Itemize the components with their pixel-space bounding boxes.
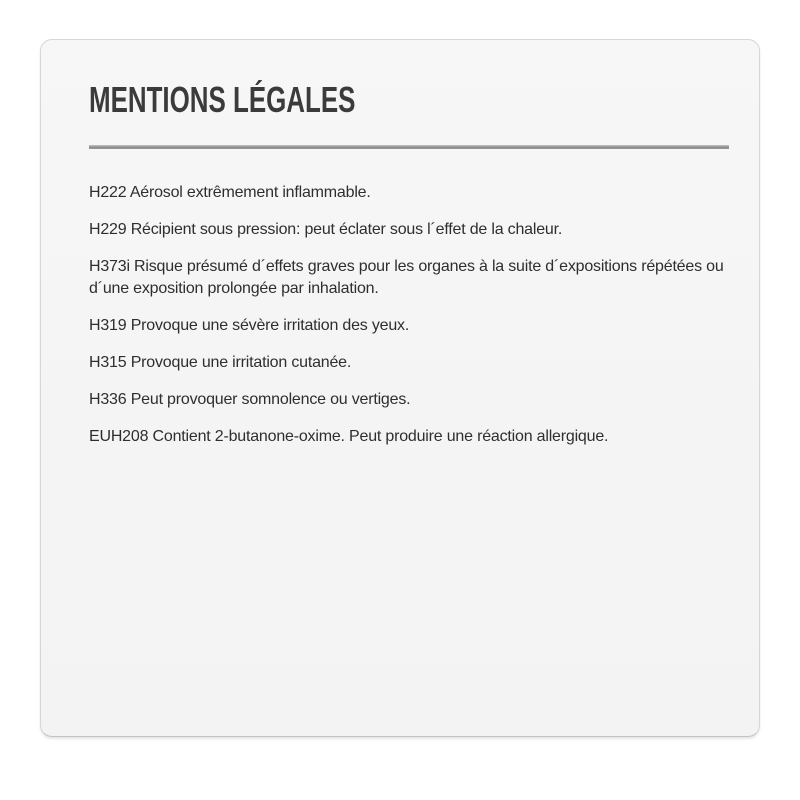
legal-line-h373i: H373i Risque présumé d´effets graves pour les organes à la suite d´expositions répétées ou d´une exposition prolongée par inhalation. [89, 258, 724, 297]
legal-line-h319: H319 Provoque une sévère irritation des yeux. [89, 317, 410, 334]
legal-line-h336: H336 Peut provoquer somnolence ou vertiges. [89, 391, 411, 408]
legal-mentions-card [40, 39, 760, 737]
legal-line-euh208: EUH208 Contient 2-butanone-oxime. Peut produire une réaction allergique. [89, 428, 609, 445]
legal-text-section [89, 182, 731, 448]
legal-line-h222: H222 Aérosol extrêmement inflammable. [89, 184, 371, 201]
legal-line-h315: H315 Provoque une irritation cutanée. [89, 354, 352, 371]
title-divider [89, 145, 729, 149]
legal-line-h229: H229 Récipient sous pression: peut éclater sous l´effet de la chaleur. [89, 221, 563, 238]
page-title: MENTIONS LÉGALES [89, 79, 356, 120]
